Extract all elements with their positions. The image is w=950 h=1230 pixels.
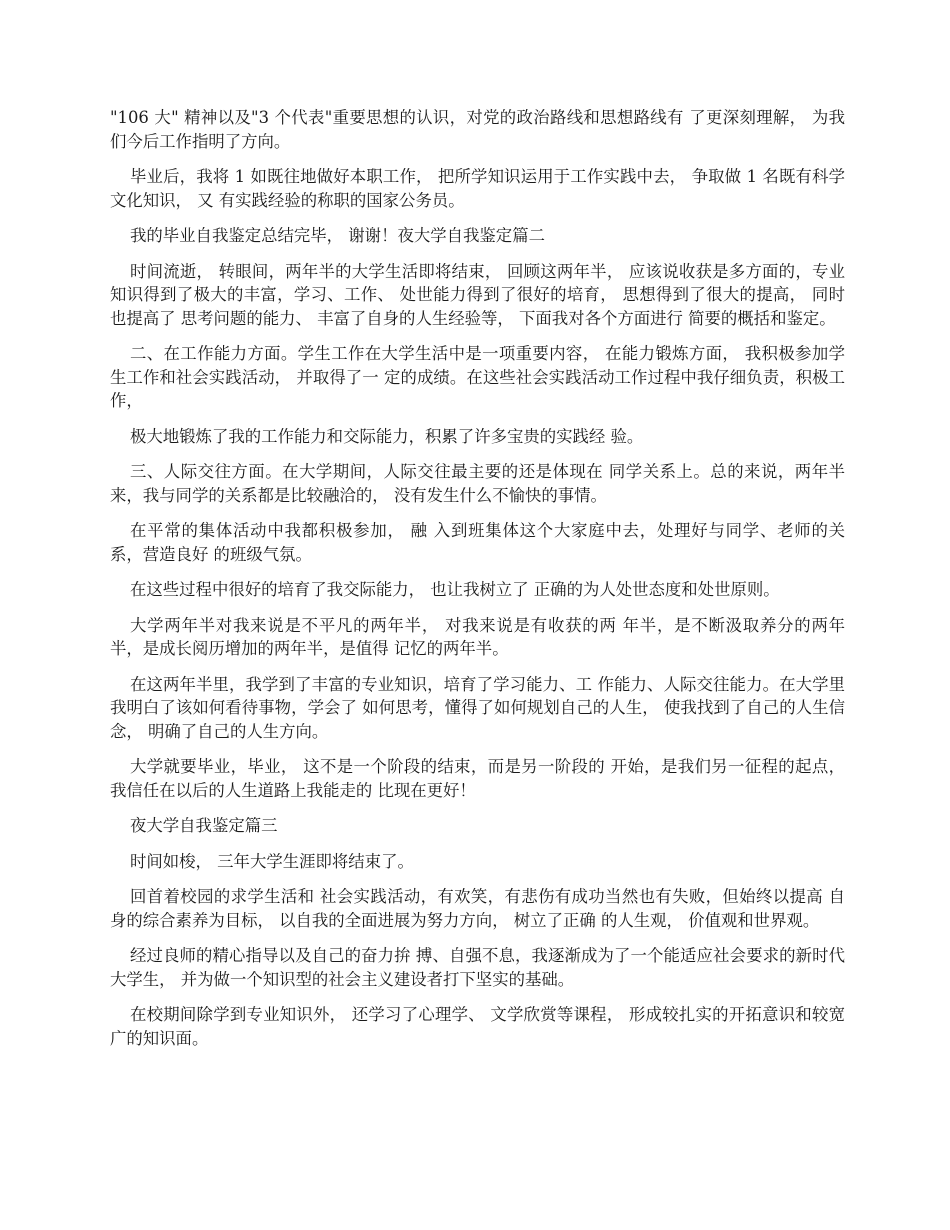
paragraph-7: 三、人际交往方面。在大学期间，人际交往最主要的还是体现在 同学关系上。总的来说，两年半来，我与同学的关系都是比较融洽的， 没有发生什么不愉快的事情。 bbox=[110, 462, 845, 505]
paragraph-10: 大学两年半对我来说是不平凡的两年半， 对我来说是有收获的两 年半，是不断汲取养分的两年半，是成长阅历增加的两年半，是值得 记忆的两年半。 bbox=[110, 615, 845, 658]
paragraph-8: 在平常的集体活动中我都积极参加， 融 入到班集体这个大家庭中去，处理好与同学、老师的关系，营造良好 的班级气氛。 bbox=[110, 521, 845, 564]
paragraph-12: 大学就要毕业，毕业， 这不是一个阶段的结束，而是另一阶段的 开始，是我们另一征程的起点， 我信任在以后的人生道路上我能走的 比现在更好！ bbox=[110, 757, 845, 800]
paragraph-4: 时间流逝， 转眼间，两年半的大学生活即将结束， 回顾这两年半， 应该说收获是多方面的，专业知识得到了极大的丰富，学习、工作、 处世能力得到了很好的培育， 思想得到了很大的提高， 同时也提高了 思考问题的能力、 丰富了自身的人生经验等， 下面我对各个方面进行 简要的概括和鉴定。 bbox=[110, 261, 845, 328]
paragraph-17: 在校期间除学到专业知识外， 还学习了心理学、 文学欣赏等课程， 形成较扎实的开拓意识和较宽广的知识面。 bbox=[110, 1005, 845, 1048]
document-page bbox=[110, 106, 845, 1062]
paragraph-5: 二、在工作能力方面。学生工作在大学生活中是一项重要内容， 在能力锻炼方面， 我积极参加学生工作和社会实践活动， 并取得了一 定的成绩。在这些社会实践活动工作过程中我仔细负责，积极工作， bbox=[110, 344, 845, 410]
section-heading-3: 夜大学自我鉴定篇三 bbox=[130, 816, 278, 835]
paragraph-16: 经过良师的精心指导以及自己的奋力拚 搏、自强不息，我逐渐成为了一个能适应社会要求的新时代大学生， 并为做一个知识型的社会主义建设者打下坚实的基础。 bbox=[110, 946, 845, 989]
paragraph-2: 毕业后，我将 1 如既往地做好本职工作， 把所学知识运用于工作实践中去， 争取做 1 名既有科学文化知识， 又 有实践经验的称职的国家公务员。 bbox=[110, 167, 845, 210]
paragraph-14: 时间如梭， 三年大学生涯即将结束了。 bbox=[130, 851, 414, 871]
paragraph-3: 我的毕业自我鉴定总结完毕， 谢谢！夜大学自我鉴定篇二 bbox=[130, 226, 545, 245]
paragraph-9: 在这些过程中很好的培育了我交际能力， 也让我树立了 正确的为人处世态度和处世原则。 bbox=[130, 580, 780, 599]
paragraph-6: 极大地锻炼了我的工作能力和交际能力，积累了许多宝贵的实践经 验。 bbox=[130, 426, 644, 446]
paragraph-1: "106 大" 精神以及"3 个代表"重要思想的认识，对党的政治路线和思想路线有 了更深刻理解， 为我们今后工作指明了方向。 bbox=[110, 108, 845, 151]
paragraph-11: 在这两年半里，我学到了丰富的专业知识，培育了学习能力、工 作能力、人际交往能力。在大学里我明白了该如何看待事物，学会了 如何思考，懂得了如何规划自己的人生， 使我找到了自己的人生信念， 明确了自己的人生方向。 bbox=[110, 674, 845, 741]
paragraph-15: 回首着校园的求学生活和 社会实践活动，有欢笑，有悲伤有成功当然也有失败，但始终以提高 自身的综合素养为目标， 以自我的全面进展为努力方向， 树立了正确 的人生观， 价值观和世界观。 bbox=[110, 887, 845, 930]
